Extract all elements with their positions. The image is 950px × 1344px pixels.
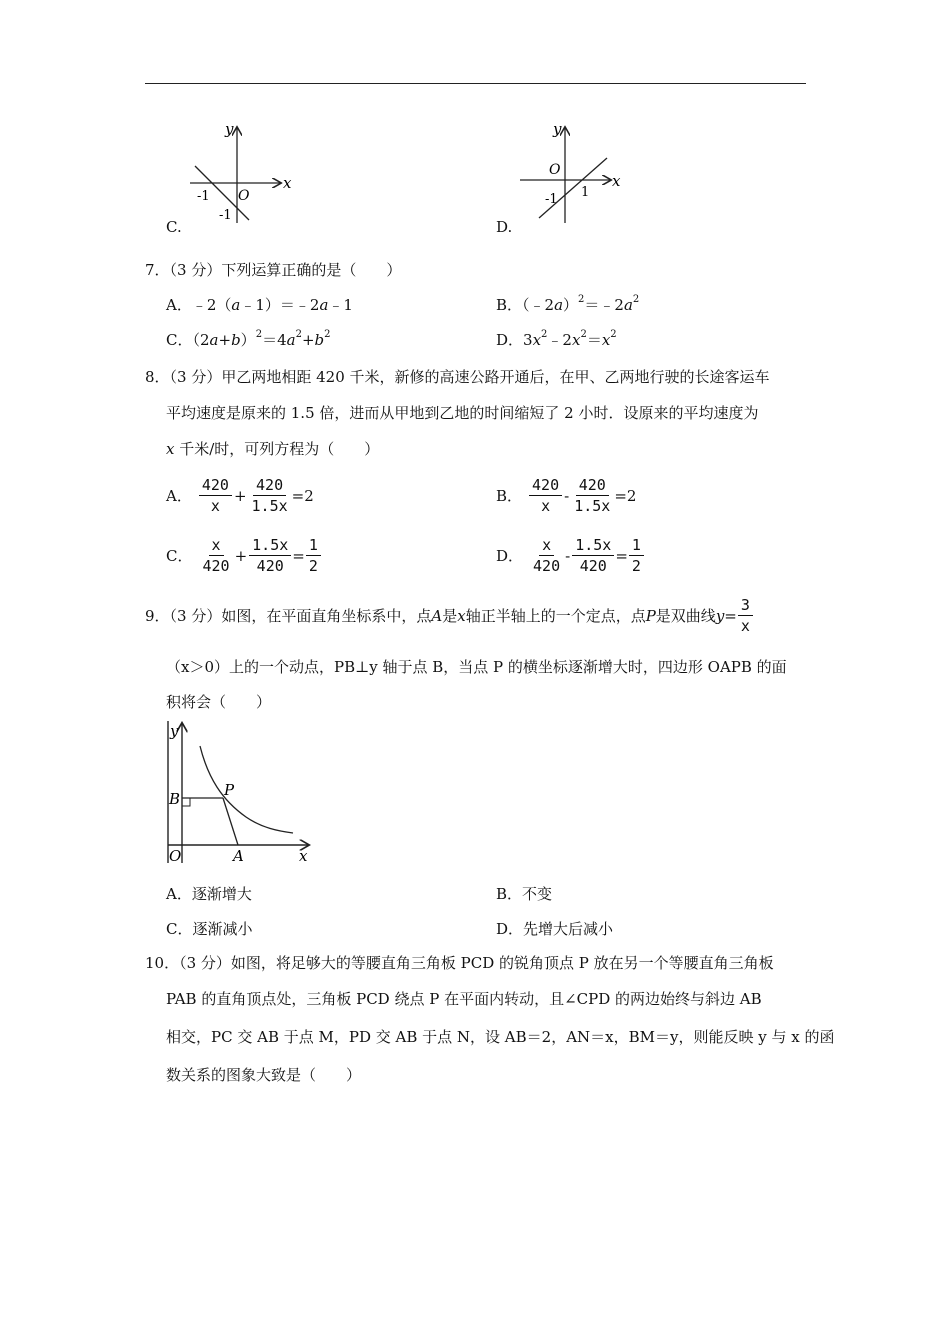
y-label: y xyxy=(170,722,179,740)
y-label: y xyxy=(225,120,234,138)
q8-option-c: C． $\frac{x}{420}$ + $\frac{1.5x}{420}$ = $\frac{1}{2}$ xyxy=(166,536,322,575)
origin-label: O xyxy=(549,162,561,178)
point-a-label: A xyxy=(233,847,244,865)
q8-option-d: D． $\frac{x}{420}$ - $\frac{1.5x}{420}$ = $\frac{1}{2}$ xyxy=(496,536,645,575)
q8-stem-line2: 平均速度是原来的 1.5 倍，进而从甲地到乙地的时间缩短了 2 小时．设原来的平均速度为 xyxy=(166,404,759,422)
fraction: $\frac{420}{x}$ xyxy=(529,476,562,515)
graph-option-c xyxy=(185,118,305,228)
right-angle-mark xyxy=(182,798,190,806)
q9-option-a: A．逐渐增大 xyxy=(166,885,252,903)
q9-option-b: B．不变 xyxy=(496,885,553,903)
q7-option-c: C．$(2a+b)^2=4a^2+b^2$ xyxy=(166,329,331,349)
tick-label: 1 xyxy=(581,185,590,200)
x-label: x xyxy=(283,174,292,192)
fraction: $\frac{1.5x}{420}$ xyxy=(572,536,614,575)
q9-stem-line3: 积将会（ ） xyxy=(166,693,272,711)
fraction: $\frac{420}{x}$ xyxy=(199,476,232,515)
q9-stem-line2: （x＞0）上的一个动点，PB⊥y 轴于点 B，当点 P 的横坐标逐渐增大时，四边形 OAPB 的面 xyxy=(166,658,787,676)
fraction: $\frac{3}{x}$ xyxy=(738,596,753,635)
q9-option-c: C．逐渐减小 xyxy=(166,920,253,938)
tick-label: -1 xyxy=(545,192,558,207)
y-label: y xyxy=(553,120,562,138)
origin-label: O xyxy=(169,847,182,865)
q10-stem-line4: 数关系的图象大致是（ ） xyxy=(166,1066,362,1084)
option-c-label: C. xyxy=(166,218,182,236)
segment-pa xyxy=(223,798,238,845)
q9-option-d: D．先增大后减小 xyxy=(496,920,614,938)
q7-option-d: D．$3x^2﹣2x^2=x^2$ xyxy=(496,329,617,349)
tick-label: -1 xyxy=(219,208,232,223)
q9-graph xyxy=(160,718,320,866)
q9-stem-line1: 9．（3 分）如图，在平面直角坐标系中，点 A 是 x 轴正半轴上的一个定点，点 P 是双曲线 y = $\frac{3}{x}$ xyxy=(145,596,754,635)
q10-stem-line2: PAB 的直角顶点处，三角板 PCD 绕点 P 在平面内转动，且∠CPD 的两边始终与斜边 AB xyxy=(166,990,762,1008)
tick-label: -1 xyxy=(197,189,210,204)
fraction: $\frac{1.5x}{420}$ xyxy=(249,536,291,575)
hyperbola-curve xyxy=(200,746,293,833)
point-p-label: P xyxy=(224,781,235,799)
x-label: x xyxy=(299,847,308,865)
q10-stem-line1: 10．（3 分）如图，将足够大的等腰直角三角板 PCD 的锐角顶点 P 放在另一个等腰直角三角板 xyxy=(145,954,774,972)
fraction: $\frac{x}{420}$ xyxy=(202,536,230,575)
q8-stem-line1: 8．（3 分）甲乙两地相距 420 千米，新修的高速公路开通后，在甲、乙两地行驶的长途客运车 xyxy=(145,368,770,386)
q7-option-b: B．$(﹣2a)^2=﹣2a^2$ xyxy=(496,294,640,314)
q8-stem-line3: x 千米/时，可列方程为（ ） xyxy=(166,440,380,458)
origin-label: O xyxy=(238,188,250,204)
q8-option-b: B． $\frac{420}{x}$ - $\frac{420}{1.5x}$ =2 xyxy=(496,476,637,515)
option-d-label: D. xyxy=(496,218,513,236)
point-b-label: B xyxy=(169,790,181,808)
q10-stem-line3: 相交，PC 交 AB 于点 M，PD 交 AB 于点 N，设 AB＝2，AN＝x，BM＝y，则能反映 y 与 x 的函 xyxy=(166,1028,835,1046)
graph-option-d xyxy=(515,118,635,228)
header-rule xyxy=(145,83,806,84)
x-label: x xyxy=(612,172,621,190)
fraction: $\frac{1}{2}$ xyxy=(629,536,644,575)
q7-option-a: A．﹣2（a﹣1）＝﹣2a﹣1 xyxy=(166,296,353,314)
fraction: $\frac{420}{1.5x}$ xyxy=(574,476,611,515)
q8-option-a: A． $\frac{420}{x}$ + $\frac{420}{1.5x}$ =2 xyxy=(166,476,314,515)
fraction: $\frac{1}{2}$ xyxy=(306,536,321,575)
q7-stem: 7．（3 分）下列运算正确的是（ ） xyxy=(145,261,402,279)
fraction: $\frac{420}{1.5x}$ xyxy=(251,476,288,515)
fraction: $\frac{x}{420}$ xyxy=(533,536,561,575)
